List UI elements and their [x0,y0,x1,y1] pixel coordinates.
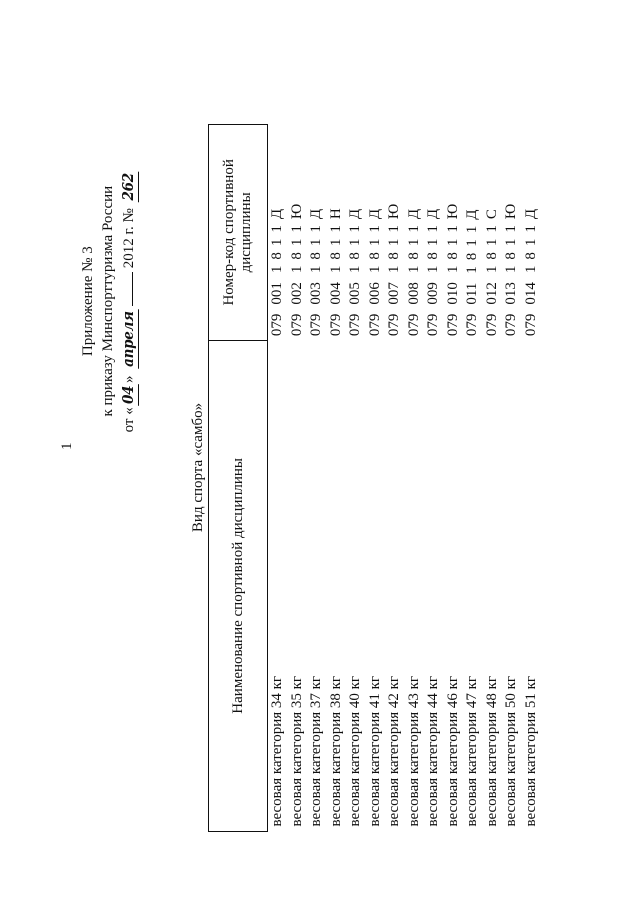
code-segment-1: 079 [503,313,520,337]
code-segment-3: 1 [522,265,539,274]
code-segment-2: 002 [288,282,305,305]
discipline-name: весовая категория 48 кг [483,675,500,827]
discipline-name: весовая категория 41 кг [366,675,383,827]
discipline-code [366,125,386,341]
code-segment-7: Ю [503,203,520,220]
code-segment-7: Д [425,208,442,220]
table-row [307,125,327,832]
code-segment-5: 1 [366,238,383,247]
code-segment-2: 006 [366,282,383,305]
discipline-code [424,125,444,341]
header-code-line1: Номер-код спортивной [221,159,237,306]
code-segment-3: 1 [503,265,520,274]
code-segment-3: 1 [366,265,383,274]
code-segment-6: 1 [405,225,422,233]
code-segment-6: 1 [464,225,481,234]
discipline-code [444,125,464,341]
code-segment-7: Д [269,208,286,220]
code-segment-7: Д [522,208,539,220]
code-segment-2: 008 [405,282,422,305]
discipline-code [346,125,366,341]
discipline-code [463,125,483,341]
code-segment-7: Ю [444,203,461,220]
code-segment-5: 1 [483,238,500,247]
code-segment-2: 011 [464,282,481,305]
code-segment-6: 1 [308,225,325,233]
code-segment-3: 1 [464,266,481,274]
code-segment-6: 1 [444,225,461,233]
sport-title: Вид спорта «самбо» [190,402,206,533]
header-discipline-code [209,125,268,341]
code-segment-4: 8 [503,252,520,260]
disciplines-table [208,124,541,832]
code-segment-5: 1 [405,238,422,247]
header-code-line2: дисциплины [238,192,254,273]
discipline-name: весовая категория 43 кг [405,675,422,827]
discipline-name: весовая категория 40 кг [347,675,364,827]
code-segment-2: 003 [308,282,325,305]
code-segment-7: Н [327,208,344,220]
handwritten-month: апреля [119,311,137,367]
code-segment-1: 079 [444,313,461,337]
code-segment-1: 079 [327,313,344,337]
code-segment-2: 001 [269,282,286,305]
discipline-name: весовая категория 35 кг [288,675,305,827]
date-prefix: от « [121,407,137,433]
code-segment-6: 1 [503,225,520,233]
table-row [502,125,522,832]
code-segment-5: 1 [347,238,364,247]
code-segment-6: 1 [522,225,539,233]
discipline-name: весовая категория 47 кг [464,675,481,827]
handwritten-order-number: 262 [119,173,137,201]
discipline-code [522,125,542,341]
discipline-code [483,125,503,341]
code-segment-1: 079 [269,313,286,337]
code-segment-5: 1 [269,238,286,247]
code-segment-5: 1 [386,238,403,247]
code-segment-4: 8 [425,252,442,260]
code-segment-4: 8 [522,252,539,260]
code-segment-4: 8 [347,252,364,260]
code-segment-4: 8 [386,252,403,260]
code-segment-3: 1 [269,265,286,274]
code-segment-6: 1 [327,225,344,233]
code-segment-1: 079 [405,313,422,337]
code-segment-5: 1 [308,238,325,247]
header-discipline-name: Наименование спортивной дисциплины [209,340,268,831]
appendix-title: Приложение № 3 [80,246,96,357]
table-row [463,125,483,832]
date-blank-line [118,272,133,306]
code-segment-2: 010 [444,282,461,305]
code-segment-2: 004 [327,282,344,305]
code-segment-7: Д [405,208,422,220]
code-segment-1: 079 [522,313,539,337]
code-segment-1: 079 [308,313,325,337]
code-segment-3: 1 [444,265,461,274]
code-segment-7: Д [366,208,383,220]
code-segment-4: 8 [464,252,481,261]
code-segment-3: 1 [386,265,403,274]
code-segment-2: 009 [425,282,442,305]
discipline-name: весовая категория 46 кг [444,675,461,827]
code-segment-1: 079 [366,313,383,337]
code-segment-7: Д [347,208,364,220]
code-segment-4: 8 [327,252,344,260]
discipline-code [405,125,425,341]
code-segment-4: 8 [366,252,383,260]
code-segment-1: 079 [386,313,403,337]
code-segment-7: С [483,209,500,220]
appendix-date-line [118,170,139,432]
discipline-code [385,125,405,341]
table-body [268,125,542,832]
table-row [327,125,347,832]
page-number: 1 [59,442,75,450]
discipline-name: весовая категория 38 кг [327,675,344,827]
code-segment-7: Д [308,208,325,220]
table-row [268,125,288,832]
code-segment-5: 1 [444,238,461,247]
code-segment-6: 1 [269,225,286,233]
code-segment-2: 014 [522,282,539,305]
discipline-name: весовая категория 37 кг [308,675,325,827]
date-mid: » [121,375,137,383]
discipline-name: весовая категория 42 кг [386,675,403,827]
code-segment-7: Ю [288,203,305,220]
code-segment-3: 1 [405,265,422,274]
code-segment-7: Д [464,209,481,220]
code-segment-6: 1 [386,225,403,233]
code-segment-4: 8 [269,252,286,260]
table-row [385,125,405,832]
discipline-name: весовая категория 51 кг [522,675,539,827]
code-segment-6: 1 [425,225,442,233]
code-segment-2: 012 [483,282,500,305]
code-segment-5: 1 [503,238,520,247]
appendix-order-ref: к приказу Минспорттуризма России [100,185,116,417]
discipline-name: весовая категория 34 кг [269,675,286,827]
handwritten-day: 04 [119,385,137,405]
code-segment-3: 1 [288,265,305,274]
code-segment-3: 1 [347,265,364,274]
appendix-header [78,170,139,432]
code-segment-2: 007 [386,282,403,305]
code-segment-1: 079 [288,313,305,337]
table-row [405,125,425,832]
code-segment-6: 1 [347,225,364,233]
table-row [444,125,464,832]
code-segment-6: 1 [483,225,500,233]
code-segment-1: 079 [425,313,442,337]
date-year: 2012 г. № [121,208,137,269]
code-segment-4: 8 [308,252,325,260]
code-segment-4: 8 [288,252,305,260]
code-segment-1: 079 [347,313,364,337]
code-segment-3: 1 [483,265,500,274]
code-segment-5: 1 [327,238,344,247]
code-segment-2: 005 [347,282,364,305]
discipline-name: весовая категория 44 кг [425,675,442,827]
table-row [424,125,444,832]
code-segment-4: 8 [483,252,500,260]
code-segment-6: 1 [366,225,383,233]
discipline-code [288,125,308,341]
table-row [366,125,386,832]
code-segment-2: 013 [503,282,520,305]
table-row [483,125,503,832]
code-segment-4: 8 [405,252,422,260]
table-row [522,125,542,832]
code-segment-6: 1 [288,225,305,233]
code-segment-4: 8 [444,252,461,260]
code-segment-1: 079 [483,313,500,337]
discipline-code [327,125,347,341]
table-header-row [209,125,268,832]
code-segment-3: 1 [327,265,344,274]
discipline-name: весовая категория 50 кг [503,675,520,827]
discipline-code [268,125,288,341]
code-segment-1: 079 [464,313,481,337]
discipline-code [307,125,327,341]
code-segment-7: Ю [386,203,403,220]
table-row [288,125,308,832]
code-segment-3: 1 [425,265,442,274]
code-segment-5: 1 [425,238,442,247]
code-segment-5: 1 [522,238,539,247]
discipline-code [502,125,522,341]
code-segment-5: 1 [288,238,305,247]
code-segment-3: 1 [308,265,325,274]
table-row [346,125,366,832]
code-segment-5: 1 [464,239,481,247]
